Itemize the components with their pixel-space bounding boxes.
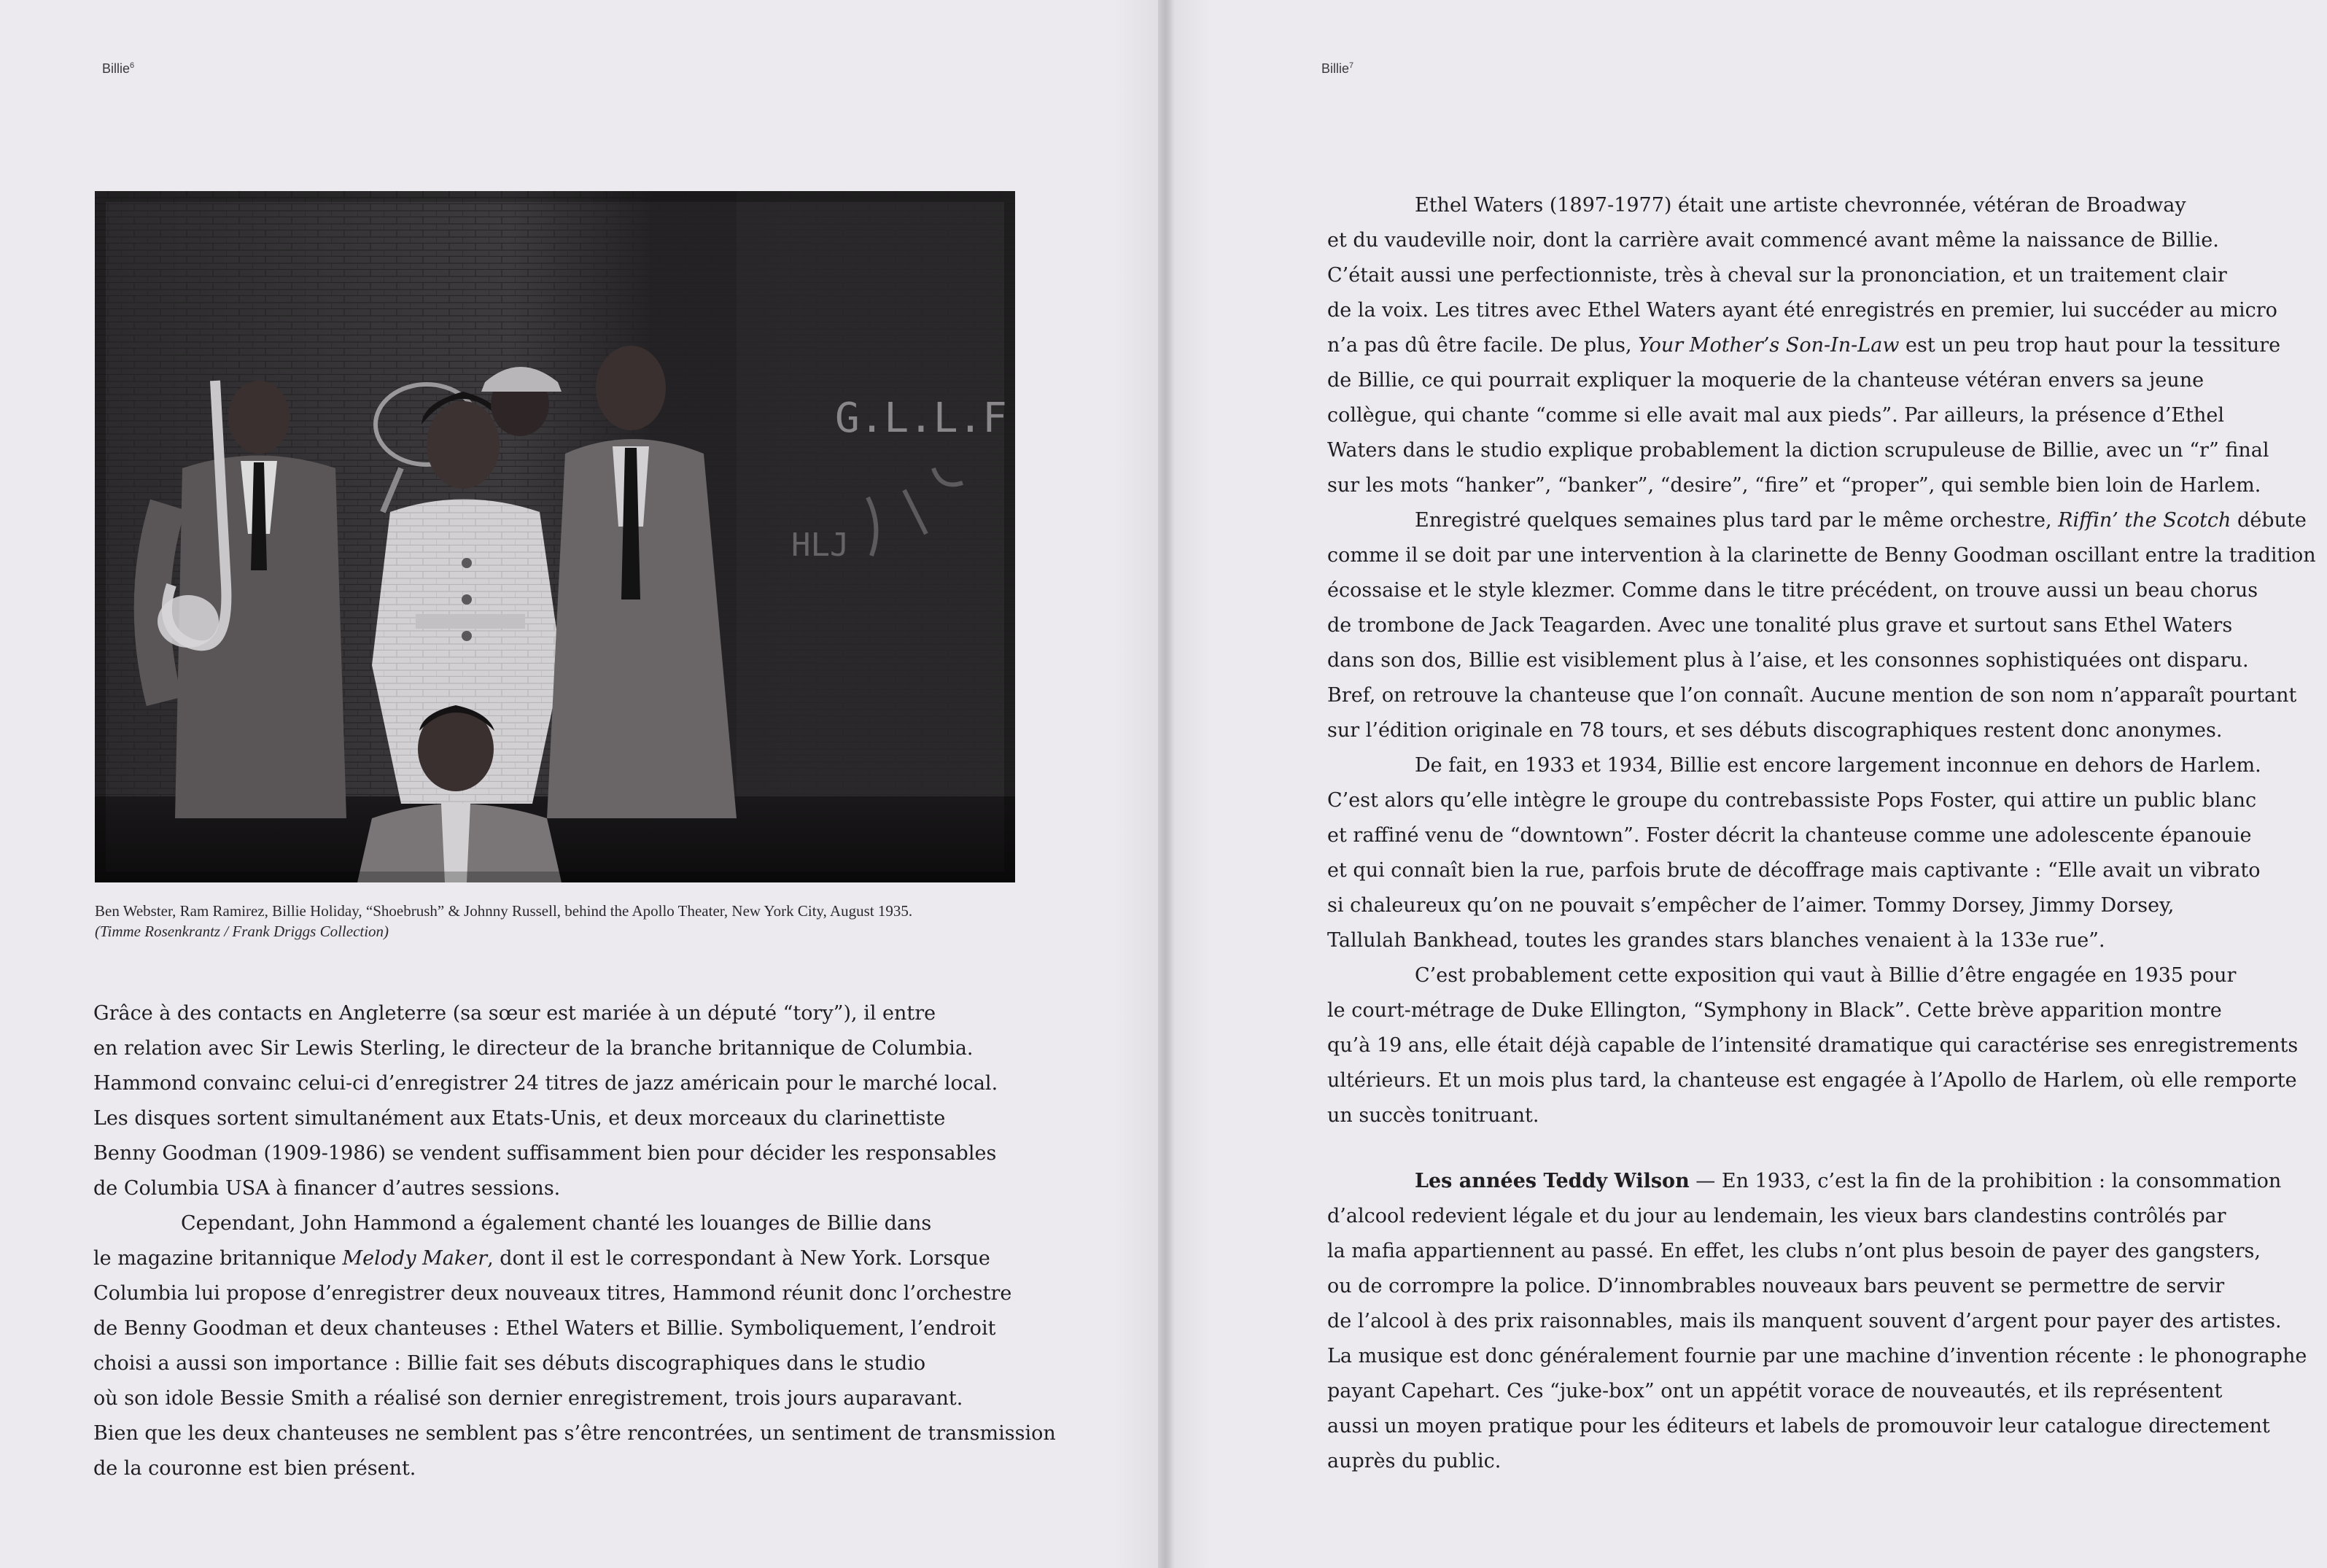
text-line: Grâce à des contacts en Angleterre (sa sœur est mariée à un député “tory”), il entre	[93, 1002, 936, 1025]
page-number: 6	[130, 61, 135, 70]
text-line: C’est alors qu’elle intègre le groupe du contrebassiste Pops Foster, qui attire un public blanc	[1327, 789, 2257, 812]
text-line: Les disques sortent simultanément aux Etats-Unis, et deux morceaux du clarinettiste	[93, 1107, 946, 1130]
photo-illustration	[95, 191, 1015, 882]
text-segment: Enregistré quelques semaines plus tard par le même orchestre,	[1415, 509, 2059, 532]
text-line: Bien que les deux chanteuses ne semblent pas s’être rencontrées, un sentiment de transmission	[93, 1422, 1056, 1445]
text-line: de Benny Goodman et deux chanteuses : Ethel Waters et Billie. Symboliquement, l’endroit	[93, 1317, 996, 1340]
left-page-shadow	[1114, 0, 1158, 1568]
text-line	[1327, 503, 2316, 538]
text-line: dans son dos, Billie est visiblement plus à l’aise, et les consonnes sophistiquées ont disparu.	[1327, 649, 2249, 672]
caption-credit: (Timme Rosenkrantz / Frank Driggs Collection)	[95, 923, 389, 940]
text-line	[1327, 1164, 2307, 1199]
text-line: sur les mots “hanker”, “banker”, “desire”, “fire” et “proper”, qui semble bien loin de Harlem.	[1327, 474, 2261, 497]
text-line: Columbia lui propose d’enregistrer deux nouveaux titres, Hammond réunit donc l’orchestre	[93, 1282, 1012, 1305]
text-line: choisi a aussi son importance : Billie fait ses débuts discographiques dans le studio	[93, 1352, 926, 1375]
right-body-text	[1327, 188, 2316, 1133]
text-line: et du vaudeville noir, dont la carrière avait commencé avant même la naissance de Billie.	[1327, 229, 2219, 252]
left-body-text	[93, 996, 1056, 1486]
text-segment: est un peu trop haut pour la tessiture	[1899, 334, 2281, 357]
text-line: de la voix. Les titres avec Ethel Waters ayant été enregistrés en premier, lui succéder au micro	[1327, 299, 2277, 322]
right-section-text	[1327, 1164, 2307, 1479]
page-number: 7	[1349, 61, 1354, 70]
text-line: la mafia appartiennent au passé. En effet, les clubs n’ont plus besoin de payer des gangsters,	[1327, 1240, 2261, 1262]
text-line: Waters dans le studio explique probablement la diction scrupuleuse de Billie, avec un “r” final	[1327, 439, 2269, 462]
text-line: De fait, en 1933 et 1934, Billie est encore largement inconnue en dehors de Harlem.	[1415, 754, 2261, 777]
text-line: Benny Goodman (1909-1986) se vendent suffisamment bien pour décider les responsables	[93, 1142, 997, 1165]
left-page	[0, 0, 1158, 1568]
text-line: si chaleureux qu’on ne pouvait s’empêcher de l’aimer. Tommy Dorsey, Jimmy Dorsey,	[1327, 894, 2175, 917]
text-line: de la couronne est bien présent.	[93, 1457, 416, 1480]
text-line: Bref, on retrouve la chanteuse que l’on connaît. Aucune mention de son nom n’apparaît pourtant	[1327, 684, 2297, 707]
text-segment: n’a pas dû être facile. De plus,	[1327, 334, 1639, 357]
text-line: comme il se doit par une intervention à la clarinette de Benny Goodman oscillant entre la tradition	[1327, 544, 2316, 567]
text-line: le court-métrage de Duke Ellington, “Symphony in Black”. Cette brève apparition montre	[1327, 999, 2222, 1022]
song-title: Your Mother’s Son-In-Law	[1638, 334, 1900, 357]
text-segment: débute	[2231, 509, 2307, 532]
text-line: Cependant, John Hammond a également chanté les louanges de Billie dans	[181, 1212, 932, 1235]
text-line: d’alcool redevient légale et du jour au lendemain, les vieux bars clandestins contrôlés par	[1327, 1205, 2226, 1227]
photo-caption	[95, 901, 1021, 942]
text-line: sur l’édition originale en 78 tours, et ses débuts discographiques restent donc anonymes.	[1327, 719, 2223, 742]
text-line: aussi un moyen pratique pour les éditeurs et labels de promouvoir leur catalogue directement	[1327, 1415, 2270, 1437]
running-head-title: Billie	[1321, 61, 1350, 76]
text-line: écossaise et le style klezmer. Comme dans le titre précédent, on trouve aussi un beau chorus	[1327, 579, 2258, 602]
text-line: Ethel Waters (1897-1977) était une artiste chevronnée, vétéran de Broadway	[1415, 194, 2186, 217]
text-line: qu’à 19 ans, elle était déjà capable de l’intensité dramatique qui caractérise ses enregistrements	[1327, 1034, 2299, 1057]
text-line: auprès du public.	[1327, 1450, 1502, 1472]
text-line: où son idole Bessie Smith a réalisé son dernier enregistrement, trois jours auparavant.	[93, 1387, 963, 1410]
text-line: de trombone de Jack Teagarden. Avec une tonalité plus grave et surtout sans Ethel Waters	[1327, 614, 2233, 637]
text-line	[93, 1241, 1056, 1276]
right-running-head	[1321, 61, 1353, 77]
text-line: en relation avec Sir Lewis Sterling, le directeur de la branche britannique de Columbia.	[93, 1037, 974, 1060]
caption-text: Ben Webster, Ram Ramirez, Billie Holiday, “Shoebrush” & Johnny Russell, behind the Apollo Theater, New York City, August 1935.	[95, 902, 913, 920]
book-gutter	[1158, 0, 1174, 1568]
text-line: et qui connaît bien la rue, parfois brute de décoffrage mais captivante : “Elle avait un vibrato	[1327, 859, 2261, 882]
wall-graffiti-2: HLJ	[791, 527, 850, 564]
text-line: Hammond convainc celui-ci d’enregistrer 24 titres de jazz américain pour le marché local.	[93, 1072, 998, 1095]
wall-graffiti-1: G.L.L.F	[835, 395, 1008, 442]
text-line: de Billie, ce qui pourrait expliquer la moquerie de la chanteuse vétéran envers sa jeune	[1327, 369, 2204, 392]
text-line: ou de corrompre la police. D’innombrables nouveaux bars peuvent se permettre de servir	[1327, 1275, 2225, 1297]
text-line: Tallulah Bankhead, toutes les grandes stars blanches venaient à la 133e rue”.	[1327, 929, 2105, 952]
text-line: collègue, qui chante “comme si elle avait mal aux pieds”. Par ailleurs, la présence d’Ethel	[1327, 404, 2224, 427]
text-segment: le magazine britannique	[93, 1247, 343, 1270]
right-page-shadow	[1174, 0, 1211, 1568]
text-segment: , dont il est le correspondant à New York. Lorsque	[487, 1247, 990, 1270]
text-line: de Columbia USA à financer d’autres sessions.	[93, 1177, 561, 1200]
section-heading: Les années Teddy Wilson	[1415, 1170, 1690, 1192]
text-line: de l’alcool à des prix raisonnables, mais ils manquent souvent d’argent pour payer des artistes.	[1327, 1310, 2282, 1332]
text-line: La musique est donc généralement fournie par une machine d’invention récente : le phonographe	[1327, 1345, 2307, 1367]
text-line: ultérieurs. Et un mois plus tard, la chanteuse est engagée à l’Apollo de Harlem, où elle remporte	[1327, 1069, 2297, 1092]
text-line: C’était aussi une perfectionniste, très à cheval sur la prononciation, et un traitement clair	[1327, 264, 2227, 287]
left-running-head	[102, 61, 134, 77]
magazine-title: Melody Maker	[342, 1247, 488, 1270]
text-line: C’est probablement cette exposition qui vaut à Billie d’être engagée en 1935 pour	[1415, 964, 2237, 987]
text-segment: — En 1933, c’est la fin de la prohibition : la consommation	[1689, 1170, 2282, 1192]
text-line: un succès tonitruant.	[1327, 1104, 1539, 1127]
historical-photograph	[95, 191, 1015, 882]
text-line	[1327, 328, 2316, 363]
text-line: payant Capehart. Ces “juke-box” ont un appétit vorace de nouveautés, et ils représentent	[1327, 1380, 2223, 1402]
text-line: et raffiné venu de “downtown”. Foster décrit la chanteuse comme une adolescente épanouie	[1327, 824, 2252, 847]
running-head-title: Billie	[102, 61, 131, 76]
song-title: Riffin’ the Scotch	[2058, 509, 2231, 532]
